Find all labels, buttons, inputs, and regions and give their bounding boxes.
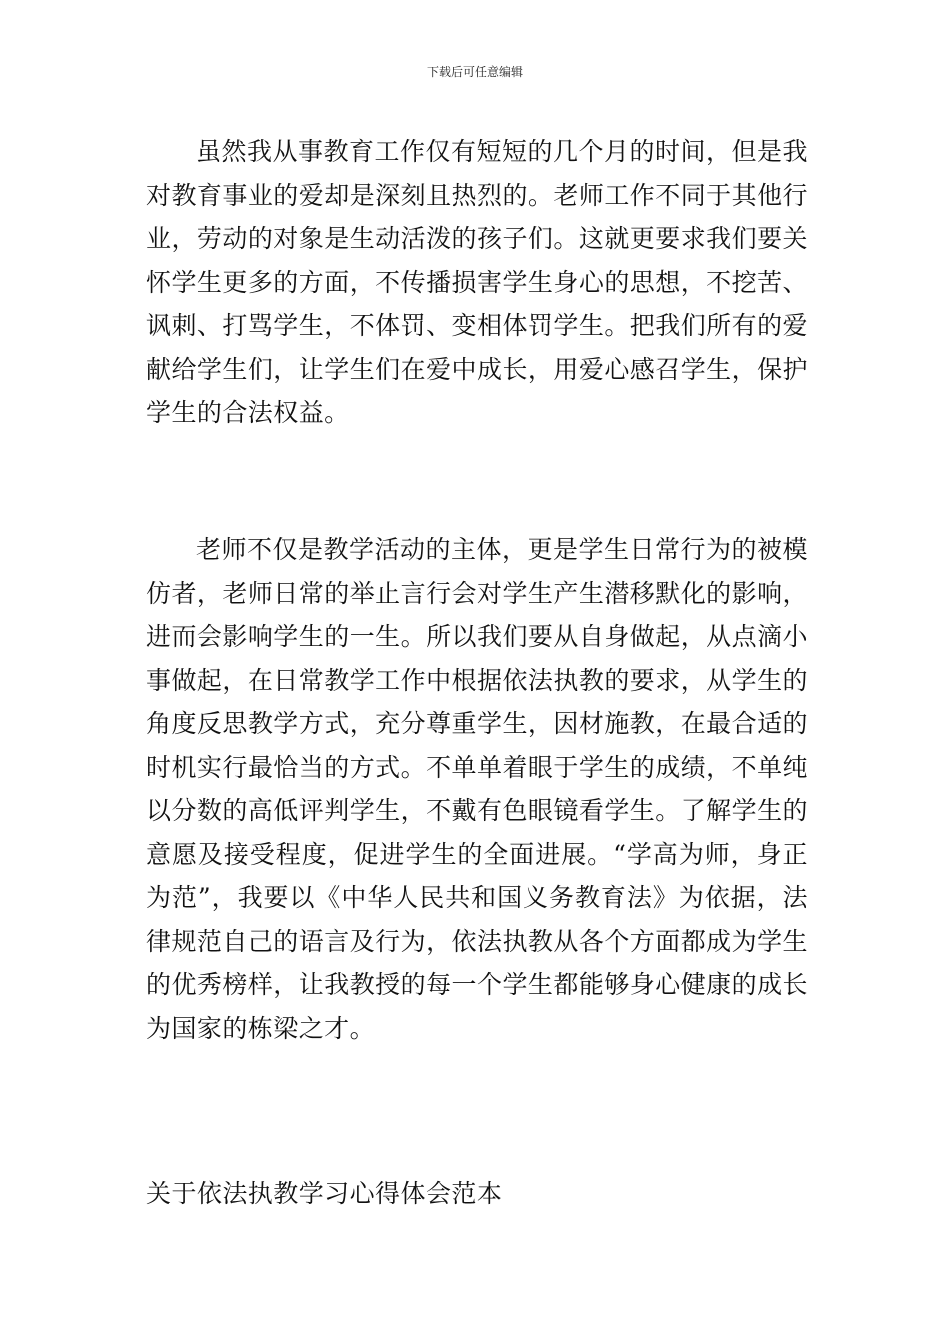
body-paragraph-2: 老师不仅是教学活动的主体，更是学生日常行为的被模仿者，老师日常的举止言行会对学生产生潜移默化的影响，进而会影响学生的一生。所以我们要从自身做起，从点滴小事做起，在日常教学工作中根据依法执教的要求，从学生的角度反思教学方式，充分尊重学生，因材施教，在最合适的时机实行最恰当的方式。不单单着眼于学生的成绩，不单纯以分数的高低评判学生，不戴有色眼镜看学生。了解学生的意愿及接受程度，促进学生的全面进展。“学高为师，身正为范”，我要以《中华人民共和国义务教育法》为依据，法律规范自己的语言及行为，依法执教从各个方面都成为学生的优秀榜样，让我教授的每一个学生都能够身心健康的成长为国家的栋梁之才。	[146, 535, 808, 1043]
page-header: 下载后可任意编辑	[426, 65, 523, 79]
section-heading: 关于依法执教学习心得体会范本	[146, 1179, 503, 1208]
body-paragraph-1: 虽然我从事教育工作仅有短短的几个月的时间，但是我对教育事业的爱却是深刻且热烈的。老师工作不同于其他行业，劳动的对象是生动活泼的孩子们。这就更要求我们要关怀学生更多的方面，不传播损害学生身心的思想，不挖苦、讽刺、打骂学生，不体罚、变相体罚学生。把我们所有的爱献给学生们，让学生们在爱中成长，用爱心感召学生，保护学生的合法权益。	[146, 137, 808, 427]
